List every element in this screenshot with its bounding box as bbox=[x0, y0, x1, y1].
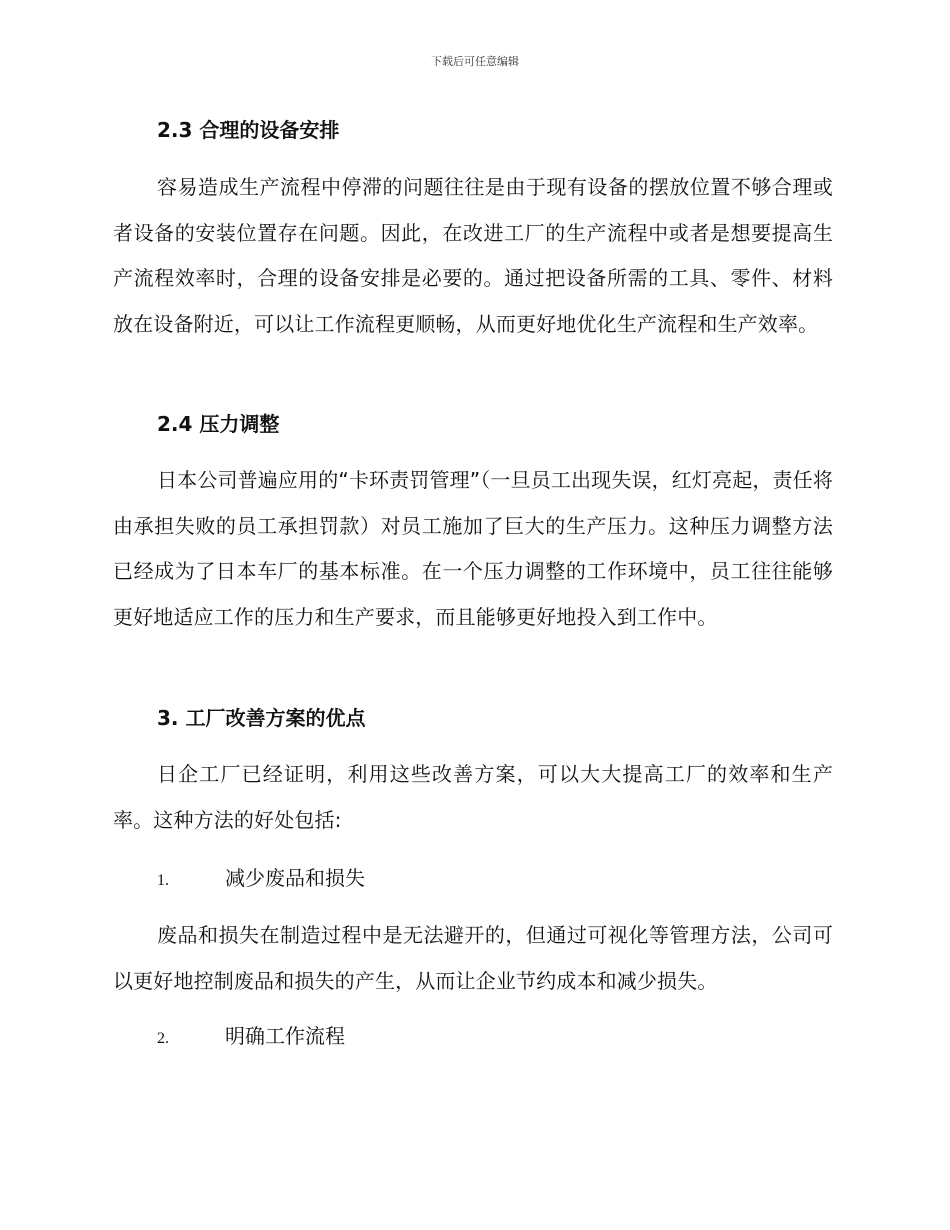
section-heading-2-4: 2.4 压力调整 bbox=[157, 412, 280, 436]
list-item-2 bbox=[157, 1022, 345, 1053]
section-heading-3: 3. 工厂改善方案的优点 bbox=[157, 706, 366, 730]
page-header: 下载后可任意编辑 bbox=[431, 55, 519, 68]
list-item-1 bbox=[157, 864, 365, 895]
list-item-label: 明确工作流程 bbox=[225, 1024, 345, 1048]
list-item-1-paragraph: 废品和损失在制造过程中是无法避开的，但通过可视化等管理方法，公司可以更好地控制废品和损失的产生，从而让企业节约成本和减少损失。 bbox=[113, 923, 833, 993]
section-paragraph-3: 日企工厂已经证明，利用这些改善方案，可以大大提高工厂的效率和生产率。这种方法的好处包括: bbox=[113, 762, 833, 832]
section-paragraph-2-3: 容易造成生产流程中停滞的问题往往是由于现有设备的摆放位置不够合理或者设备的安装位置存在问题。因此，在改进工厂的生产流程中或者是想要提高生产流程效率时，合理的设备安排是必要的。通过把设备所需的工具、零件、材料放在设备附近，可以让工作流程更顺畅，从而更好地优化生产流程和生产效率。 bbox=[113, 175, 833, 336]
list-number: 2. bbox=[157, 1030, 169, 1047]
section-paragraph-2-4: 日本公司普遍应用的“卡环责罚管理”（一旦员工出现失误，红灯亮起，责任将由承担失败的员工承担罚款）对员工施加了巨大的生产压力。这种压力调整方法已经成为了日本车厂的基本标准。在一个压力调整的工作环境中，员工往往能够更好地适应工作的压力和生产要求，而且能够更好地投入到工作中。 bbox=[113, 468, 833, 629]
section-heading-2-3: 2.3 合理的设备安排 bbox=[157, 118, 340, 142]
list-number: 1. bbox=[157, 872, 169, 889]
list-item-label: 减少废品和损失 bbox=[225, 866, 365, 890]
